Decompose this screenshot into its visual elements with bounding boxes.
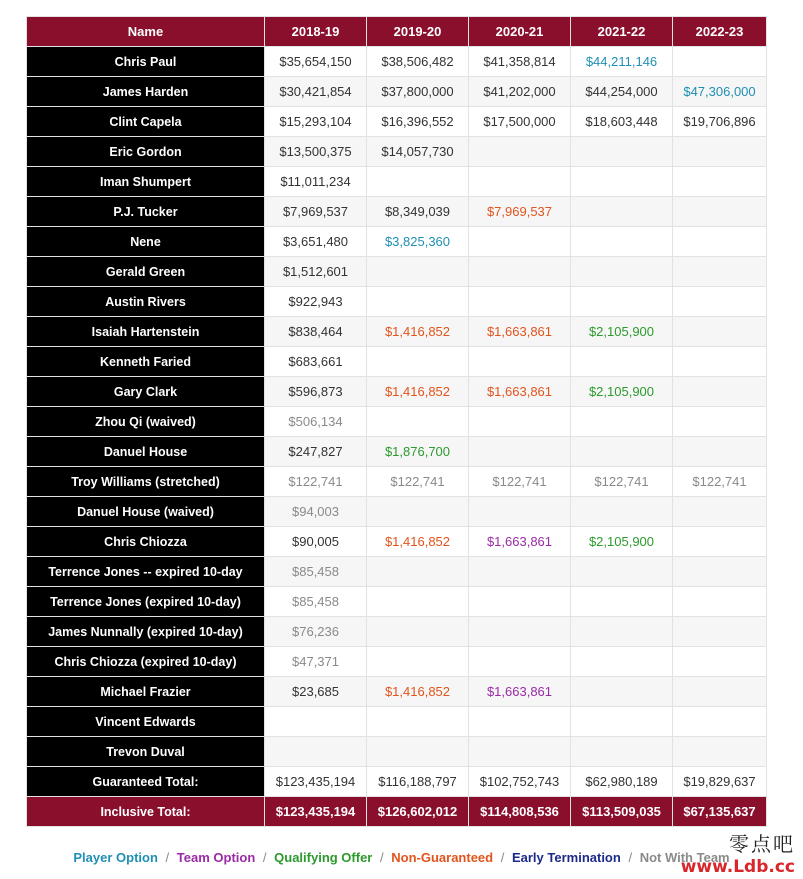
salary-cell: $41,202,000 bbox=[469, 77, 571, 107]
salary-cell: $76,236 bbox=[265, 617, 367, 647]
salary-cell: $122,741 bbox=[469, 467, 571, 497]
salary-cell bbox=[469, 737, 571, 767]
salary-cell bbox=[673, 647, 767, 677]
table-row bbox=[27, 737, 767, 767]
inclusive-total-value: $67,135,637 bbox=[673, 797, 767, 827]
player-name: Trevon Duval bbox=[27, 737, 265, 767]
legend-qualifying-offer: Qualifying Offer bbox=[274, 850, 373, 865]
salary-cell bbox=[571, 707, 673, 737]
player-name: Gary Clark bbox=[27, 377, 265, 407]
guaranteed-total-value: $62,980,189 bbox=[571, 767, 673, 797]
salary-cell: $1,876,700 bbox=[367, 437, 469, 467]
salary-cell: $838,464 bbox=[265, 317, 367, 347]
table-body bbox=[27, 47, 767, 797]
salary-cell: $1,416,852 bbox=[367, 377, 469, 407]
salary-cell bbox=[571, 167, 673, 197]
salary-cell bbox=[673, 197, 767, 227]
salary-cell: $1,416,852 bbox=[367, 527, 469, 557]
salary-cell bbox=[367, 407, 469, 437]
salary-cell bbox=[469, 287, 571, 317]
salary-cell bbox=[469, 347, 571, 377]
player-name: Chris Paul bbox=[27, 47, 265, 77]
legend-separator: / bbox=[165, 850, 170, 865]
salary-cell: $7,969,537 bbox=[469, 197, 571, 227]
salary-cell bbox=[673, 737, 767, 767]
salary-cell: $1,663,861 bbox=[469, 527, 571, 557]
salary-cell: $2,105,900 bbox=[571, 527, 673, 557]
salary-cell bbox=[367, 617, 469, 647]
guaranteed-total-value: $116,188,797 bbox=[367, 767, 469, 797]
salary-cell: $2,105,900 bbox=[571, 317, 673, 347]
player-name: Eric Gordon bbox=[27, 137, 265, 167]
salary-cell: $85,458 bbox=[265, 587, 367, 617]
salary-cell: $90,005 bbox=[265, 527, 367, 557]
player-name: Chris Chiozza bbox=[27, 527, 265, 557]
salary-cell bbox=[673, 497, 767, 527]
table-header bbox=[27, 17, 767, 47]
salary-cell bbox=[469, 167, 571, 197]
salary-cell bbox=[571, 587, 673, 617]
inclusive-total-row bbox=[27, 797, 767, 827]
salary-cell bbox=[673, 407, 767, 437]
table-row bbox=[27, 197, 767, 227]
table-row bbox=[27, 257, 767, 287]
table-row bbox=[27, 467, 767, 497]
legend-non-guaranteed: Non-Guaranteed bbox=[391, 850, 494, 865]
player-name: P.J. Tucker bbox=[27, 197, 265, 227]
salary-cell: $85,458 bbox=[265, 557, 367, 587]
table-row bbox=[27, 647, 767, 677]
guaranteed-total-value: $19,829,637 bbox=[673, 767, 767, 797]
salary-cell bbox=[673, 227, 767, 257]
column-header-season: 2020-21 bbox=[469, 17, 571, 47]
inclusive-total-value: $126,602,012 bbox=[367, 797, 469, 827]
salary-cell bbox=[469, 407, 571, 437]
inclusive-total-value: $123,435,194 bbox=[265, 797, 367, 827]
salary-cell bbox=[673, 527, 767, 557]
salary-cell: $122,741 bbox=[673, 467, 767, 497]
player-name: Gerald Green bbox=[27, 257, 265, 287]
salary-cell bbox=[367, 347, 469, 377]
legend-separator: / bbox=[500, 850, 505, 865]
player-name: Troy Williams (stretched) bbox=[27, 467, 265, 497]
salary-cell: $1,663,861 bbox=[469, 677, 571, 707]
guaranteed-total-label: Guaranteed Total: bbox=[27, 767, 265, 797]
legend-early-termination: Early Termination bbox=[511, 850, 621, 865]
salary-cell bbox=[367, 587, 469, 617]
column-header-season: 2018-19 bbox=[265, 17, 367, 47]
salary-cell bbox=[571, 677, 673, 707]
watermark-logo-text: 零点吧 bbox=[729, 832, 795, 856]
salary-cell bbox=[367, 737, 469, 767]
salary-cell bbox=[571, 557, 673, 587]
table-row bbox=[27, 377, 767, 407]
salary-cell: $35,654,150 bbox=[265, 47, 367, 77]
salary-cell bbox=[265, 737, 367, 767]
salary-cell bbox=[571, 437, 673, 467]
table-row bbox=[27, 227, 767, 257]
salary-cell: $3,825,360 bbox=[367, 227, 469, 257]
player-name: Michael Frazier bbox=[27, 677, 265, 707]
salary-cell bbox=[469, 557, 571, 587]
salary-cell: $13,500,375 bbox=[265, 137, 367, 167]
salary-cell: $30,421,854 bbox=[265, 77, 367, 107]
salary-cell: $3,651,480 bbox=[265, 227, 367, 257]
table-row bbox=[27, 707, 767, 737]
salary-cell bbox=[571, 287, 673, 317]
table-row bbox=[27, 407, 767, 437]
salary-cell bbox=[367, 167, 469, 197]
salary-cell: $8,349,039 bbox=[367, 197, 469, 227]
table-footer bbox=[27, 797, 767, 827]
salary-cell bbox=[367, 287, 469, 317]
table-row bbox=[27, 167, 767, 197]
player-name: Danuel House (waived) bbox=[27, 497, 265, 527]
legend-separator: / bbox=[628, 850, 633, 865]
player-name: Danuel House bbox=[27, 437, 265, 467]
player-name: Terrence Jones (expired 10-day) bbox=[27, 587, 265, 617]
player-name: Chris Chiozza (expired 10-day) bbox=[27, 647, 265, 677]
table-row bbox=[27, 107, 767, 137]
salary-cell: $596,873 bbox=[265, 377, 367, 407]
salary-cell bbox=[571, 647, 673, 677]
column-header-season: 2019-20 bbox=[367, 17, 469, 47]
salary-cell bbox=[571, 257, 673, 287]
player-name: Terrence Jones -- expired 10-day bbox=[27, 557, 265, 587]
salary-cell bbox=[673, 317, 767, 347]
salary-cell bbox=[673, 707, 767, 737]
table-row bbox=[27, 287, 767, 317]
salary-cell bbox=[571, 347, 673, 377]
player-name: Clint Capela bbox=[27, 107, 265, 137]
salary-cell bbox=[673, 677, 767, 707]
table-row bbox=[27, 527, 767, 557]
salary-cell bbox=[469, 707, 571, 737]
salary-cell bbox=[367, 557, 469, 587]
salary-cell bbox=[571, 407, 673, 437]
table-row bbox=[27, 497, 767, 527]
table-row bbox=[27, 47, 767, 77]
salary-cell: $38,506,482 bbox=[367, 47, 469, 77]
salary-cell bbox=[265, 707, 367, 737]
salary-cell: $122,741 bbox=[367, 467, 469, 497]
salary-cell: $506,134 bbox=[265, 407, 367, 437]
player-name: James Harden bbox=[27, 77, 265, 107]
salary-cell: $44,254,000 bbox=[571, 77, 673, 107]
salary-cell bbox=[571, 617, 673, 647]
salary-cell bbox=[571, 497, 673, 527]
salary-cell bbox=[673, 137, 767, 167]
table-row bbox=[27, 77, 767, 107]
salary-cell bbox=[469, 257, 571, 287]
column-header-season: 2022-23 bbox=[673, 17, 767, 47]
salary-cell: $44,211,146 bbox=[571, 47, 673, 77]
salary-cell: $1,663,861 bbox=[469, 317, 571, 347]
salary-cell bbox=[469, 587, 571, 617]
header-row bbox=[27, 17, 767, 47]
salary-cell: $1,416,852 bbox=[367, 317, 469, 347]
table-row bbox=[27, 617, 767, 647]
inclusive-total-value: $113,509,035 bbox=[571, 797, 673, 827]
salary-cell bbox=[571, 137, 673, 167]
salary-cell: $15,293,104 bbox=[265, 107, 367, 137]
player-name: Kenneth Faried bbox=[27, 347, 265, 377]
table-row bbox=[27, 317, 767, 347]
salary-cell: $37,800,000 bbox=[367, 77, 469, 107]
legend-separator: / bbox=[262, 850, 267, 865]
table-row bbox=[27, 137, 767, 167]
player-name: Austin Rivers bbox=[27, 287, 265, 317]
salary-cell bbox=[673, 347, 767, 377]
salary-cell bbox=[469, 497, 571, 527]
salary-cell: $247,827 bbox=[265, 437, 367, 467]
salary-cell: $14,057,730 bbox=[367, 137, 469, 167]
guaranteed-total-row bbox=[27, 767, 767, 797]
salary-cell: $23,685 bbox=[265, 677, 367, 707]
salary-cell bbox=[571, 227, 673, 257]
table-row bbox=[27, 677, 767, 707]
salary-cell: $2,105,900 bbox=[571, 377, 673, 407]
salary-cell bbox=[571, 737, 673, 767]
salary-cell: $47,306,000 bbox=[673, 77, 767, 107]
player-name: Isaiah Hartenstein bbox=[27, 317, 265, 347]
salary-cell bbox=[469, 437, 571, 467]
legend-team-option: Team Option bbox=[176, 850, 256, 865]
salary-cell: $1,663,861 bbox=[469, 377, 571, 407]
salary-cell: $122,741 bbox=[265, 467, 367, 497]
table-row bbox=[27, 437, 767, 467]
salary-cell bbox=[469, 227, 571, 257]
salary-cell: $1,512,601 bbox=[265, 257, 367, 287]
salary-cell bbox=[367, 257, 469, 287]
table-row bbox=[27, 587, 767, 617]
legend-separator: / bbox=[380, 850, 384, 865]
guaranteed-total-value: $123,435,194 bbox=[265, 767, 367, 797]
salary-cell bbox=[469, 647, 571, 677]
salary-cell bbox=[469, 617, 571, 647]
salary-cell bbox=[673, 47, 767, 77]
watermark bbox=[681, 828, 795, 877]
watermark-url: www.Ldb.cc bbox=[680, 857, 795, 877]
salary-cell: $922,943 bbox=[265, 287, 367, 317]
salary-cell bbox=[673, 557, 767, 587]
player-name: Iman Shumpert bbox=[27, 167, 265, 197]
salary-cell: $47,371 bbox=[265, 647, 367, 677]
salary-cell: $11,011,234 bbox=[265, 167, 367, 197]
column-header-name: Name bbox=[27, 17, 265, 47]
salary-cell bbox=[673, 287, 767, 317]
salary-cell bbox=[367, 707, 469, 737]
salary-cell: $94,003 bbox=[265, 497, 367, 527]
salary-cell: $122,741 bbox=[571, 467, 673, 497]
legend-not-with-team: Not With Team bbox=[639, 850, 730, 865]
salary-cell: $7,969,537 bbox=[265, 197, 367, 227]
salary-cell: $41,358,814 bbox=[469, 47, 571, 77]
player-name: Vincent Edwards bbox=[27, 707, 265, 737]
player-name: James Nunnally (expired 10-day) bbox=[27, 617, 265, 647]
salary-cell: $17,500,000 bbox=[469, 107, 571, 137]
salary-cell: $16,396,552 bbox=[367, 107, 469, 137]
inclusive-total-value: $114,808,536 bbox=[469, 797, 571, 827]
salary-cell bbox=[673, 437, 767, 467]
salary-cell bbox=[673, 617, 767, 647]
player-name: Zhou Qi (waived) bbox=[27, 407, 265, 437]
legend-player-option: Player Option bbox=[73, 850, 158, 865]
salary-cell bbox=[367, 647, 469, 677]
salary-cell: $1,416,852 bbox=[367, 677, 469, 707]
table-row bbox=[27, 557, 767, 587]
salary-cell bbox=[469, 137, 571, 167]
column-header-season: 2021-22 bbox=[571, 17, 673, 47]
salary-cell bbox=[673, 377, 767, 407]
salary-cell: $18,603,448 bbox=[571, 107, 673, 137]
salary-cell: $19,706,896 bbox=[673, 107, 767, 137]
salary-cell: $683,661 bbox=[265, 347, 367, 377]
table-row bbox=[27, 347, 767, 377]
salary-cell bbox=[673, 167, 767, 197]
salary-cell bbox=[673, 587, 767, 617]
inclusive-total-label: Inclusive Total: bbox=[27, 797, 265, 827]
salary-cell bbox=[673, 257, 767, 287]
player-name: Nene bbox=[27, 227, 265, 257]
salary-cell bbox=[571, 197, 673, 227]
guaranteed-total-value: $102,752,743 bbox=[469, 767, 571, 797]
salary-cell bbox=[367, 497, 469, 527]
salary-table bbox=[26, 16, 767, 827]
